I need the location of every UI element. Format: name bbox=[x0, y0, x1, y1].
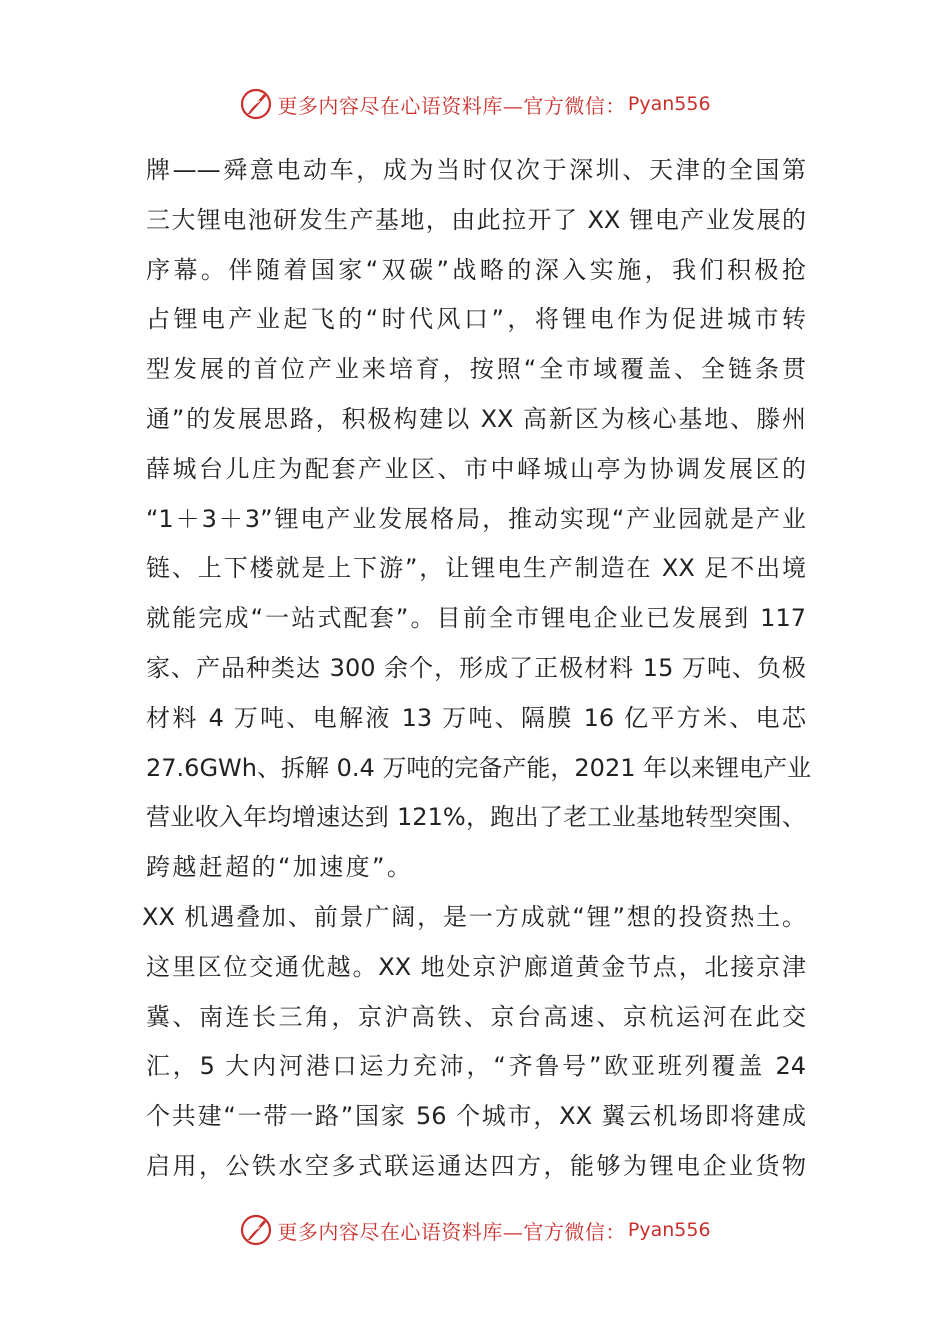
text-line: 通”的发展思路，积极构建以 XX 高新区为核心基地、滕州 bbox=[146, 404, 806, 433]
text-line: 27.6GWh、拆解 0.4 万吨的完备产能，2021 年以来锂电产业 bbox=[146, 753, 812, 782]
text-line: 薛城台儿庄为配套产业区、市中峄城山亭为协调发展区的 bbox=[146, 454, 806, 483]
footer-watermark-banner bbox=[0, 1210, 950, 1250]
text-line: 启用，公铁水空多式联运通达四方，能够为锂电企业货物 bbox=[146, 1151, 806, 1180]
paragraph-start-line: XX 机遇叠加、前景广阔，是一方成就“锂”想的投资热土。 bbox=[142, 902, 806, 931]
text-line: 材料 4 万吨、电解液 13 万吨、隔膜 16 亿平方米、电芯 bbox=[146, 703, 806, 732]
text-line: 牌——舜意电动车，成为当时仅次于深圳、天津的全国第 bbox=[146, 156, 806, 184]
text-line: 占锂电产业起飞的“时代风口”，将锂电作为促进城市转 bbox=[146, 305, 806, 334]
banner-wechat-id: Pyan556 bbox=[627, 93, 711, 115]
text-line: 就能完成“一站式配套”。目前全市锂电企业已发展到 117 bbox=[146, 604, 806, 633]
banner-wechat-id: Pyan556 bbox=[627, 1219, 711, 1241]
quill-logo-icon bbox=[239, 87, 273, 121]
text-line: 家、产品种类达 300 余个，形成了正极材料 15 万吨、负极 bbox=[146, 653, 806, 682]
banner-text: 更多内容尽在心语资料库—官方微信： bbox=[277, 1219, 626, 1244]
text-line: 冀、南连长三角，京沪高铁、京台高速、京杭运河在此交 bbox=[146, 1002, 806, 1031]
text-line: “1＋3＋3”锂电产业发展格局，推动实现“产业园就是产业 bbox=[146, 504, 806, 533]
header-watermark-banner bbox=[0, 84, 950, 124]
quill-logo-icon bbox=[239, 1213, 273, 1247]
text-line: 跨越赶超的“加速度”。 bbox=[146, 853, 414, 882]
text-line: 三大锂电池研发生产基地，由此拉开了 XX 锂电产业发展的 bbox=[146, 205, 806, 234]
text-line: 型发展的首位产业来培育，按照“全市域覆盖、全链条贯 bbox=[146, 355, 806, 384]
text-line: 链、上下楼就是上下游”，让锂电生产制造在 XX 足不出境 bbox=[146, 554, 806, 583]
text-line: 序幕。伴随着国家“双碳”战略的深入实施，我们积极抢 bbox=[146, 255, 806, 284]
text-line: 个共建“一带一路”国家 56 个城市，XX 翼云机场即将建成 bbox=[146, 1102, 806, 1131]
text-line: 营业收入年均增速达到 121%，跑出了老工业基地转型突围、 bbox=[146, 803, 806, 832]
text-line: 这里区位交通优越。XX 地处京沪廊道黄金节点，北接京津 bbox=[146, 952, 806, 981]
banner-text: 更多内容尽在心语资料库—官方微信： bbox=[277, 93, 626, 118]
text-line: 汇，5 大内河港口运力充沛，“齐鲁号”欧亚班列覆盖 24 bbox=[146, 1052, 806, 1081]
document-body bbox=[142, 146, 812, 1192]
